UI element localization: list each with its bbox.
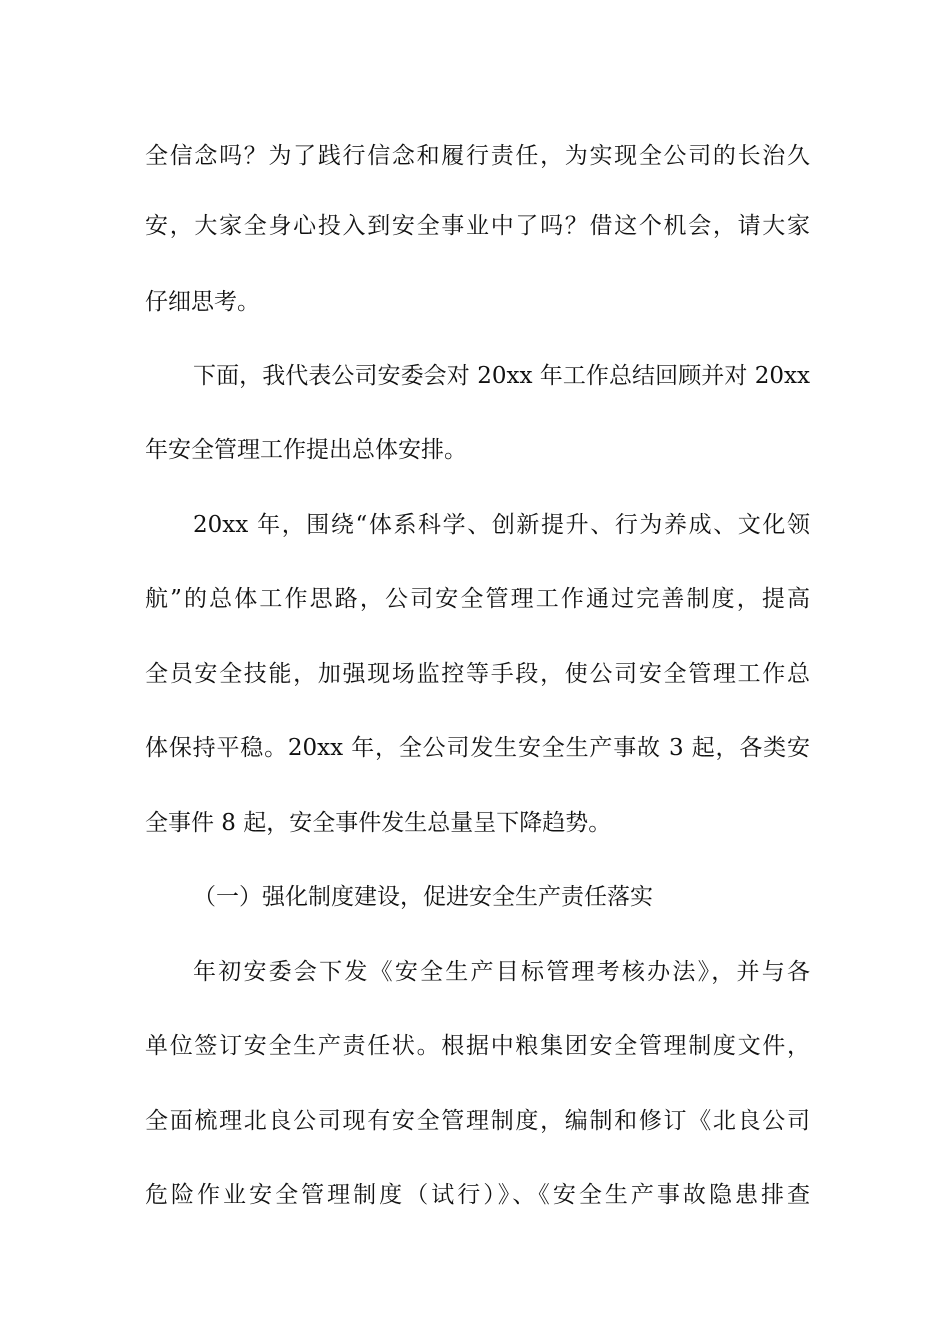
text-line-13: 单位签订安全生产责任状。根据中粮集团安全管理制度文件， xyxy=(145,1033,810,1059)
text-line-4: 下面，我代表公司安委会对 20xx 年工作总结回顾并对 20xx xyxy=(193,363,810,389)
text-line-7: 航”的总体工作思路，公司安全管理工作通过完善制度，提高 xyxy=(145,586,810,612)
text-line-6: 20xx 年，围绕“体系科学、创新提升、行为养成、文化领 xyxy=(193,512,810,538)
text-line-8: 全员安全技能，加强现场监控等手段，使公司安全管理工作总 xyxy=(145,661,810,687)
text-line-10: 全事件 8 起，安全事件发生总量呈下降趋势。 xyxy=(145,810,612,836)
text-line-14: 全面梳理北良公司现有安全管理制度，编制和修订《北良公司 xyxy=(145,1108,810,1134)
section-heading: （一）强化制度建设，促进安全生产责任落实 xyxy=(193,884,653,910)
text-line-1: 全信念吗？为了践行信念和履行责任，为实现全公司的长治久 xyxy=(145,143,810,169)
text-line-2: 安，大家全身心投入到安全事业中了吗？借这个机会，请大家 xyxy=(145,213,810,239)
text-line-5: 年安全管理工作提出总体安排。 xyxy=(145,437,467,463)
text-line-3: 仔细思考。 xyxy=(145,289,260,315)
text-line-9: 体保持平稳。20xx 年，全公司发生安全生产事故 3 起，各类安 xyxy=(145,735,810,761)
text-line-15: 危险作业安全管理制度（试行）》、《安全生产事故隐患排查 xyxy=(145,1182,810,1208)
text-line-12: 年初安委会下发《安全生产目标管理考核办法》，并与各 xyxy=(193,959,810,985)
